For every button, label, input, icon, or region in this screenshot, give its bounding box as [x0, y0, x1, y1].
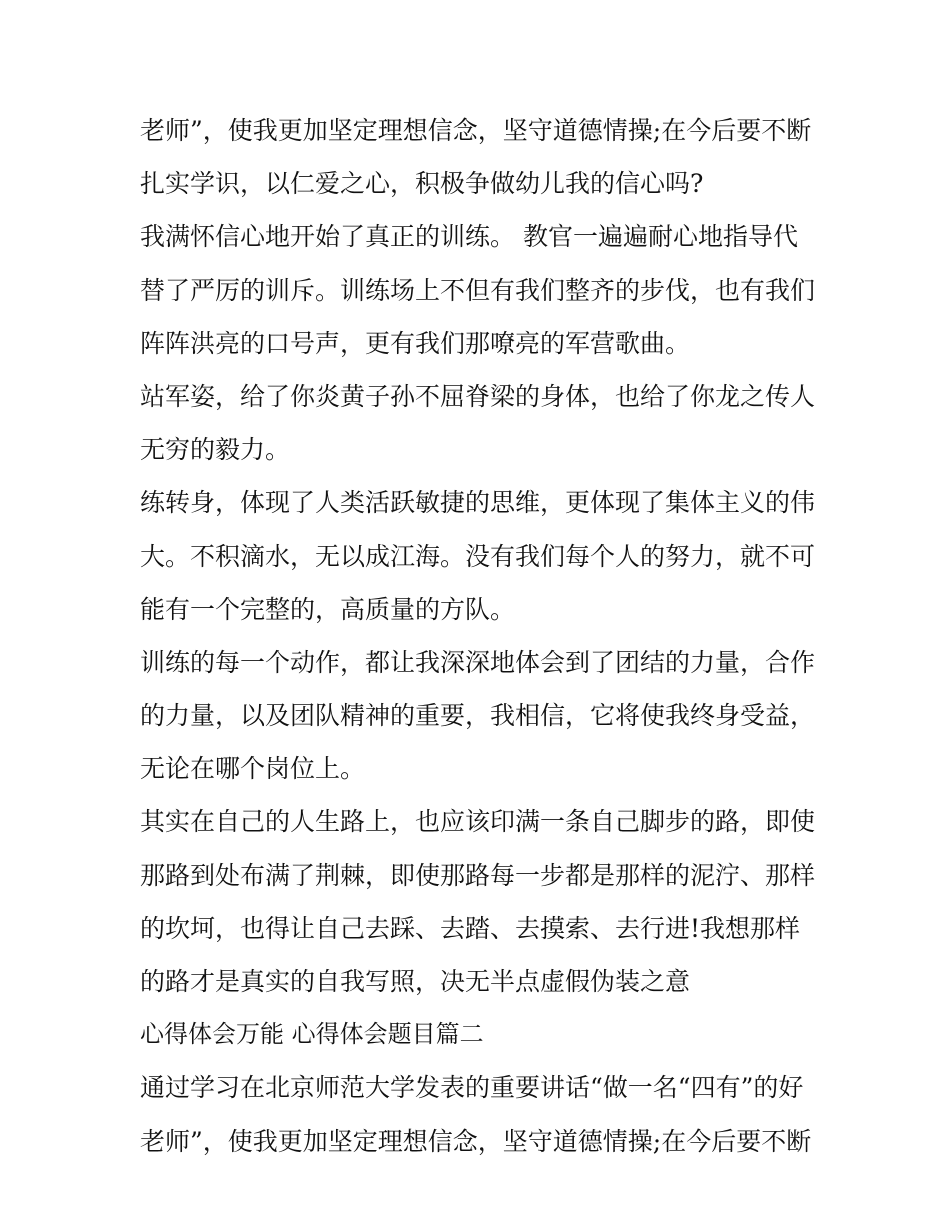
text-line: 我满怀信心地开始了真正的训练。 教官一遍遍耐心地指导代 — [140, 222, 798, 252]
text-line: 训练的每一个动作，都让我深深地体会到了团结的力量，合作 — [140, 647, 816, 677]
text-line: 站军姿，给了你炎黄子孙不屈脊梁的身体，也给了你龙之传人 — [140, 381, 816, 411]
text-line: 练转身，体现了人类活跃敏捷的思维，更体现了集体主义的伟 — [140, 488, 816, 518]
text-line: 替了严厉的训斥。训练场上不但有我们整齐的步伐，也有我们 — [140, 275, 816, 305]
text-line: 的力量，以及团队精神的重要，我相信，它将使我终身受益， — [140, 701, 816, 731]
text-line: 那路到处布满了荆棘，即使那路每一步都是那样的泥泞、那样 — [140, 860, 816, 890]
text-line: 大。不积滴水，无以成江海。没有我们每个人的努力，就不可 — [140, 541, 816, 571]
text-line: 其实在自己的人生路上，也应该印满一条自己脚步的路，即使 — [140, 807, 816, 837]
document-body — [140, 104, 820, 1168]
text-line: 扎实学识，以仁爱之心，积极争做幼儿我的信心吗? — [140, 169, 704, 199]
text-line: 通过学习在北京师范大学发表的重要讲话“做一名“四有”的好 — [140, 1073, 804, 1103]
text-line: 无论在哪个岗位上。 — [140, 754, 366, 784]
section-heading: 心得体会万能 心得体会题目篇二 — [140, 1020, 484, 1049]
text-line: 老师”，使我更加坚定理想信念，坚守道德情操;在今后要不断 — [140, 116, 812, 145]
text-line: 老师”，使我更加坚定理想信念，坚守道德情操;在今后要不断 — [140, 1126, 812, 1156]
text-line: 阵阵洪亮的口号声，更有我们那嘹亮的军营歌曲。 — [140, 328, 691, 358]
text-line: 能有一个完整的，高质量的方队。 — [140, 594, 516, 624]
text-line: 的路才是真实的自我写照，决无半点虚假伪装之意 — [140, 967, 691, 996]
text-line: 的坎坷，也得让自己去踩、去踏、去摸索、去行进!我想那样 — [140, 913, 801, 943]
text-line: 无穷的毅力。 — [140, 435, 291, 465]
